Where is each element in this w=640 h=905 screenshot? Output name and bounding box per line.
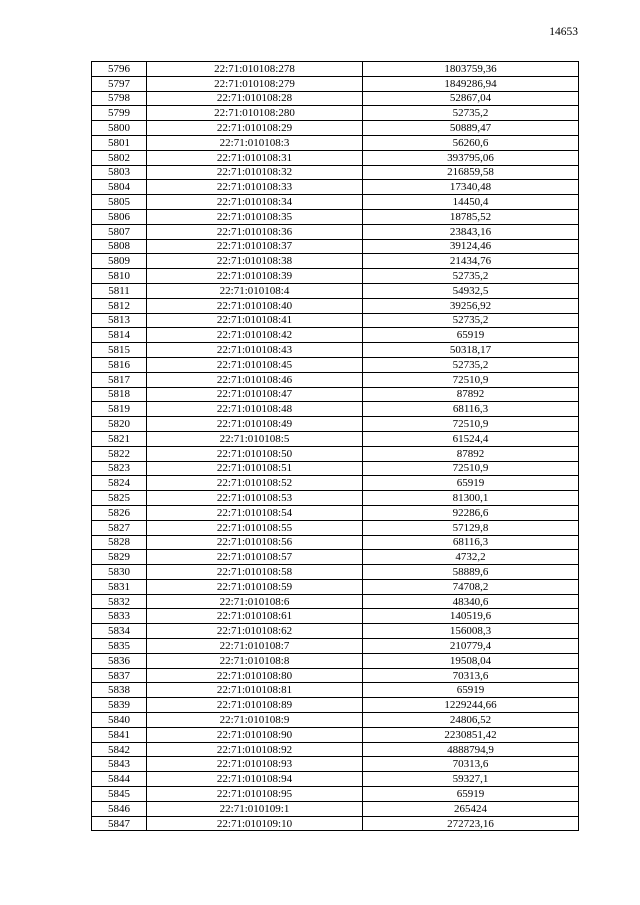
table-row — [92, 121, 579, 136]
value-cell: 1849286,94 — [363, 76, 579, 91]
value-cell: 1229244,66 — [363, 698, 579, 713]
row-number-cell: 5823 — [92, 461, 147, 476]
cadastral-number-cell: 22:71:010108:89 — [147, 698, 363, 713]
table-row — [92, 505, 579, 520]
value-cell: 210779,4 — [363, 639, 579, 654]
value-cell: 39124,46 — [363, 239, 579, 254]
value-cell: 50889,47 — [363, 121, 579, 136]
row-number-cell: 5838 — [92, 683, 147, 698]
table-row — [92, 698, 579, 713]
value-cell: 50318,17 — [363, 343, 579, 358]
row-number-cell: 5839 — [92, 698, 147, 713]
table-row — [92, 150, 579, 165]
table-row — [92, 727, 579, 742]
table-row — [92, 668, 579, 683]
cadastral-number-cell: 22:71:010108:29 — [147, 121, 363, 136]
cadastral-number-cell: 22:71:010108:31 — [147, 150, 363, 165]
cadastral-number-cell: 22:71:010108:9 — [147, 713, 363, 728]
value-cell: 2230851,42 — [363, 727, 579, 742]
row-number-cell: 5832 — [92, 594, 147, 609]
row-number-cell: 5847 — [92, 816, 147, 831]
value-cell: 54932,5 — [363, 283, 579, 298]
value-cell: 61524,4 — [363, 431, 579, 446]
row-number-cell: 5805 — [92, 195, 147, 210]
cadastral-number-cell: 22:71:010108:37 — [147, 239, 363, 254]
row-number-cell: 5846 — [92, 801, 147, 816]
row-number-cell: 5796 — [92, 62, 147, 77]
cadastral-number-cell: 22:71:010108:33 — [147, 180, 363, 195]
cadastral-number-cell: 22:71:010108:43 — [147, 343, 363, 358]
row-number-cell: 5801 — [92, 135, 147, 150]
value-cell: 57129,8 — [363, 520, 579, 535]
cadastral-number-cell: 22:71:010108:53 — [147, 491, 363, 506]
table-row — [92, 520, 579, 535]
row-number-cell: 5797 — [92, 76, 147, 91]
value-cell: 72510,9 — [363, 461, 579, 476]
value-cell: 19508,04 — [363, 653, 579, 668]
table-row — [92, 328, 579, 343]
cadastral-number-cell: 22:71:010108:48 — [147, 402, 363, 417]
row-number-cell: 5842 — [92, 742, 147, 757]
cadastral-number-cell: 22:71:010108:56 — [147, 535, 363, 550]
cadastral-number-cell: 22:71:010108:62 — [147, 624, 363, 639]
row-number-cell: 5827 — [92, 520, 147, 535]
cadastral-number-cell: 22:71:010108:94 — [147, 772, 363, 787]
table-row — [92, 343, 579, 358]
row-number-cell: 5830 — [92, 565, 147, 580]
value-cell: 4888794,9 — [363, 742, 579, 757]
cadastral-number-cell: 22:71:010108:39 — [147, 269, 363, 284]
cadastral-number-cell: 22:71:010108:47 — [147, 387, 363, 402]
value-cell: 68116,3 — [363, 535, 579, 550]
value-cell: 72510,9 — [363, 417, 579, 432]
row-number-cell: 5821 — [92, 431, 147, 446]
row-number-cell: 5798 — [92, 91, 147, 106]
table-row — [92, 431, 579, 446]
cadastral-number-cell: 22:71:010108:36 — [147, 224, 363, 239]
table-row — [92, 742, 579, 757]
row-number-cell: 5822 — [92, 446, 147, 461]
row-number-cell: 5834 — [92, 624, 147, 639]
row-number-cell: 5814 — [92, 328, 147, 343]
cadastral-number-cell: 22:71:010108:90 — [147, 727, 363, 742]
cadastral-number-cell: 22:71:010108:279 — [147, 76, 363, 91]
row-number-cell: 5825 — [92, 491, 147, 506]
cadastral-number-cell: 22:71:010108:61 — [147, 609, 363, 624]
value-cell: 4732,2 — [363, 550, 579, 565]
table-row — [92, 106, 579, 121]
row-number-cell: 5835 — [92, 639, 147, 654]
cadastral-number-cell: 22:71:010108:58 — [147, 565, 363, 580]
table-row — [92, 372, 579, 387]
row-number-cell: 5833 — [92, 609, 147, 624]
table-row — [92, 535, 579, 550]
table-row — [92, 653, 579, 668]
cadastral-number-cell: 22:71:010108:46 — [147, 372, 363, 387]
row-number-cell: 5808 — [92, 239, 147, 254]
table-row — [92, 224, 579, 239]
row-number-cell: 5807 — [92, 224, 147, 239]
value-cell: 72510,9 — [363, 372, 579, 387]
table-row — [92, 476, 579, 491]
row-number-cell: 5826 — [92, 505, 147, 520]
row-number-cell: 5800 — [92, 121, 147, 136]
cadastral-number-cell: 22:71:010108:95 — [147, 787, 363, 802]
table-row — [92, 550, 579, 565]
table-row — [92, 283, 579, 298]
value-cell: 52867,04 — [363, 91, 579, 106]
table-row — [92, 772, 579, 787]
cadastral-number-cell: 22:71:010109:1 — [147, 801, 363, 816]
value-cell: 59327,1 — [363, 772, 579, 787]
value-cell: 39256,92 — [363, 298, 579, 313]
value-cell: 48340,6 — [363, 594, 579, 609]
cadastral-number-cell: 22:71:010109:10 — [147, 816, 363, 831]
cadastral-number-cell: 22:71:010108:42 — [147, 328, 363, 343]
cadastral-number-cell: 22:71:010108:81 — [147, 683, 363, 698]
value-cell: 65919 — [363, 787, 579, 802]
cadastral-number-cell: 22:71:010108:55 — [147, 520, 363, 535]
row-number-cell: 5843 — [92, 757, 147, 772]
row-number-cell: 5811 — [92, 283, 147, 298]
value-cell: 81300,1 — [363, 491, 579, 506]
table-row — [92, 135, 579, 150]
table-row — [92, 565, 579, 580]
table-row — [92, 62, 579, 77]
row-number-cell: 5804 — [92, 180, 147, 195]
row-number-cell: 5816 — [92, 357, 147, 372]
table-row — [92, 624, 579, 639]
cadastral-number-cell: 22:71:010108:28 — [147, 91, 363, 106]
records-table — [91, 61, 579, 831]
row-number-cell: 5819 — [92, 402, 147, 417]
value-cell: 87892 — [363, 446, 579, 461]
cadastral-number-cell: 22:71:010108:34 — [147, 195, 363, 210]
cadastral-number-cell: 22:71:010108:52 — [147, 476, 363, 491]
table-row — [92, 209, 579, 224]
value-cell: 52735,2 — [363, 269, 579, 284]
table-row — [92, 491, 579, 506]
cadastral-number-cell: 22:71:010108:32 — [147, 165, 363, 180]
table-row — [92, 254, 579, 269]
cadastral-number-cell: 22:71:010108:93 — [147, 757, 363, 772]
row-number-cell: 5802 — [92, 150, 147, 165]
row-number-cell: 5815 — [92, 343, 147, 358]
records-table-body — [92, 62, 579, 831]
table-row — [92, 801, 579, 816]
row-number-cell: 5803 — [92, 165, 147, 180]
table-row — [92, 683, 579, 698]
value-cell: 74708,2 — [363, 579, 579, 594]
table-row — [92, 446, 579, 461]
table-row — [92, 713, 579, 728]
row-number-cell: 5810 — [92, 269, 147, 284]
row-number-cell: 5813 — [92, 313, 147, 328]
cadastral-number-cell: 22:71:010108:8 — [147, 653, 363, 668]
table-row — [92, 91, 579, 106]
value-cell: 52735,2 — [363, 357, 579, 372]
table-row — [92, 594, 579, 609]
value-cell: 52735,2 — [363, 313, 579, 328]
row-number-cell: 5831 — [92, 579, 147, 594]
cadastral-number-cell: 22:71:010108:59 — [147, 579, 363, 594]
value-cell: 156008,3 — [363, 624, 579, 639]
row-number-cell: 5841 — [92, 727, 147, 742]
value-cell: 65919 — [363, 683, 579, 698]
table-row — [92, 787, 579, 802]
value-cell: 87892 — [363, 387, 579, 402]
cadastral-number-cell: 22:71:010108:35 — [147, 209, 363, 224]
table-row — [92, 239, 579, 254]
cadastral-number-cell: 22:71:010108:4 — [147, 283, 363, 298]
table-row — [92, 402, 579, 417]
row-number-cell: 5818 — [92, 387, 147, 402]
row-number-cell: 5836 — [92, 653, 147, 668]
table-row — [92, 357, 579, 372]
value-cell: 140519,6 — [363, 609, 579, 624]
table-row — [92, 298, 579, 313]
table-row — [92, 269, 579, 284]
value-cell: 18785,52 — [363, 209, 579, 224]
row-number-cell: 5824 — [92, 476, 147, 491]
value-cell: 14450,4 — [363, 195, 579, 210]
value-cell: 70313,6 — [363, 757, 579, 772]
value-cell: 265424 — [363, 801, 579, 816]
value-cell: 65919 — [363, 476, 579, 491]
row-number-cell: 5817 — [92, 372, 147, 387]
row-number-cell: 5799 — [92, 106, 147, 121]
value-cell: 21434,76 — [363, 254, 579, 269]
table-row — [92, 165, 579, 180]
table-row — [92, 579, 579, 594]
cadastral-number-cell: 22:71:010108:49 — [147, 417, 363, 432]
table-row — [92, 387, 579, 402]
value-cell: 216859,58 — [363, 165, 579, 180]
row-number-cell: 5812 — [92, 298, 147, 313]
table-row — [92, 313, 579, 328]
row-number-cell: 5806 — [92, 209, 147, 224]
cadastral-number-cell: 22:71:010108:7 — [147, 639, 363, 654]
cadastral-number-cell: 22:71:010108:5 — [147, 431, 363, 446]
value-cell: 272723,16 — [363, 816, 579, 831]
value-cell: 1803759,36 — [363, 62, 579, 77]
value-cell: 24806,52 — [363, 713, 579, 728]
row-number-cell: 5829 — [92, 550, 147, 565]
row-number-cell: 5837 — [92, 668, 147, 683]
table-row — [92, 195, 579, 210]
table-row — [92, 417, 579, 432]
cadastral-number-cell: 22:71:010108:41 — [147, 313, 363, 328]
cadastral-number-cell: 22:71:010108:50 — [147, 446, 363, 461]
cadastral-number-cell: 22:71:010108:278 — [147, 62, 363, 77]
value-cell: 68116,3 — [363, 402, 579, 417]
cadastral-number-cell: 22:71:010108:45 — [147, 357, 363, 372]
row-number-cell: 5844 — [92, 772, 147, 787]
value-cell: 58889,6 — [363, 565, 579, 580]
cadastral-number-cell: 22:71:010108:40 — [147, 298, 363, 313]
row-number-cell: 5840 — [92, 713, 147, 728]
value-cell: 17340,48 — [363, 180, 579, 195]
value-cell: 70313,6 — [363, 668, 579, 683]
row-number-cell: 5809 — [92, 254, 147, 269]
cadastral-number-cell: 22:71:010108:92 — [147, 742, 363, 757]
cadastral-number-cell: 22:71:010108:51 — [147, 461, 363, 476]
page-number: 14653 — [549, 26, 578, 38]
cadastral-number-cell: 22:71:010108:3 — [147, 135, 363, 150]
table-row — [92, 816, 579, 831]
cadastral-number-cell: 22:71:010108:80 — [147, 668, 363, 683]
value-cell: 92286,6 — [363, 505, 579, 520]
value-cell: 56260,6 — [363, 135, 579, 150]
table-row — [92, 609, 579, 624]
cadastral-number-cell: 22:71:010108:57 — [147, 550, 363, 565]
value-cell: 23843,16 — [363, 224, 579, 239]
value-cell: 393795,06 — [363, 150, 579, 165]
table-row — [92, 639, 579, 654]
row-number-cell: 5828 — [92, 535, 147, 550]
cadastral-number-cell: 22:71:010108:54 — [147, 505, 363, 520]
value-cell: 52735,2 — [363, 106, 579, 121]
cadastral-number-cell: 22:71:010108:38 — [147, 254, 363, 269]
row-number-cell: 5845 — [92, 787, 147, 802]
table-row — [92, 757, 579, 772]
value-cell: 65919 — [363, 328, 579, 343]
table-row — [92, 180, 579, 195]
cadastral-number-cell: 22:71:010108:6 — [147, 594, 363, 609]
table-row — [92, 76, 579, 91]
table-row — [92, 461, 579, 476]
row-number-cell: 5820 — [92, 417, 147, 432]
cadastral-number-cell: 22:71:010108:280 — [147, 106, 363, 121]
